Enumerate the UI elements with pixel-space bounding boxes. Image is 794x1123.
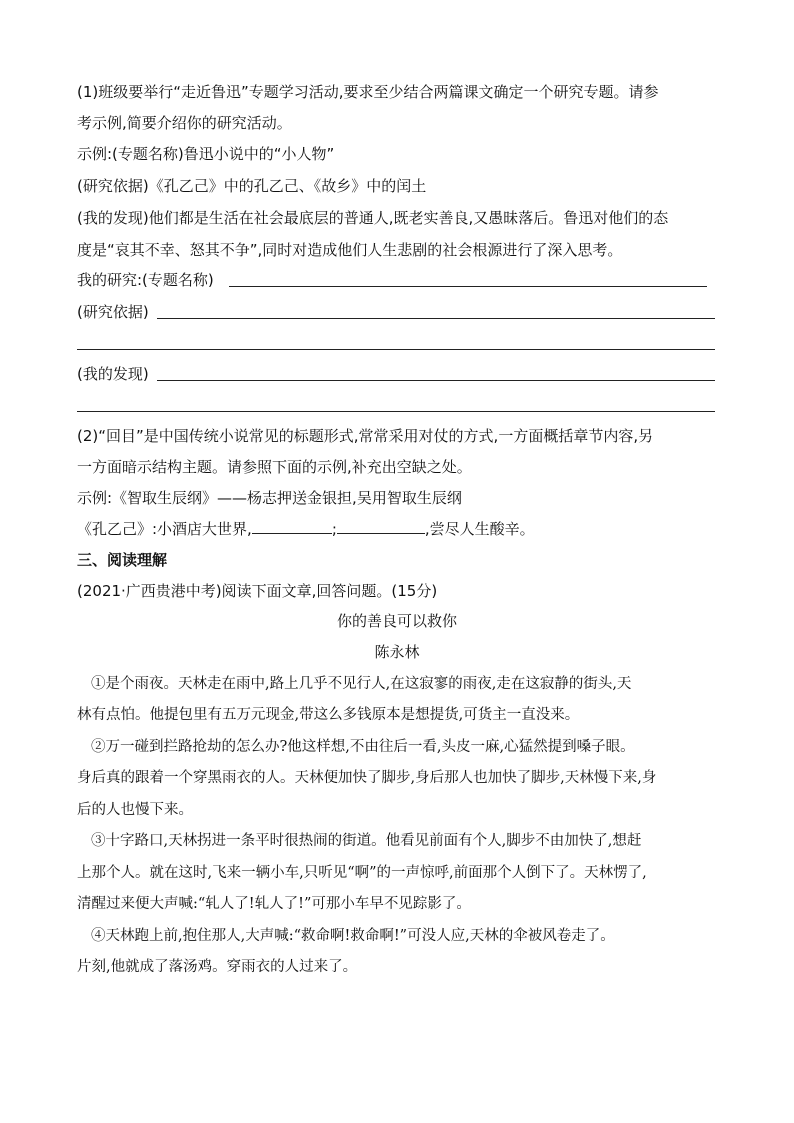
q1-example-basis: (研究依据)《孔乙己》中的孔乙己、《故乡》中的闰土 (77, 177, 427, 195)
q2-fill-separator: ; (331, 520, 337, 538)
q1-my-topic-label: 我的研究:(专题名称) (77, 271, 214, 289)
q1-example-finding-line1: (我的发现)他们都是生活在社会最底层的普通人,既老实善良,又愚昧落后。鲁迅对他们的态 (77, 209, 669, 227)
q2-example: 示例:《智取生辰纲》——杨志押送金银担,吴用智取生辰纲 (77, 489, 462, 507)
article-line: 身后真的跟着一个穿黑雨衣的人。天林便加快了脚步,身后那人也加快了脚步,天林慢下来,身 (77, 770, 657, 786)
q1-example-finding-line2: 度是“哀其不幸、怒其不争”,同时对造成他们人生悲剧的社会根源进行了深入思考。 (77, 241, 623, 259)
article-line: 上那个人。就在这时,飞来一辆小车,只听见“啊”的一声惊呼,前面那个人倒下了。天林愣了, (77, 865, 647, 881)
q1-example-topic: 示例:(专题名称)鲁迅小说中的“小人物” (77, 145, 335, 163)
q2-prompt-line2: 一方面暗示结构主题。请参照下面的示例,补充出空缺之处。 (77, 458, 472, 476)
article-line: ①是个雨夜。天林走在雨中,路上几乎不见行人,在这寂寥的雨夜,走在这寂静的街头,天 (91, 676, 632, 692)
q1-prompt-line1: (1)班级要举行“走近鲁迅”专题学习活动,要求至少结合两篇课文确定一个研究专题。请参 (77, 83, 659, 101)
q2-fill-suffix: ,尝尽人生酸辛。 (424, 520, 535, 538)
article-line: 清醒过来便大声喊:“轧人了!轧人了!”可那小车早不见踪影了。 (77, 896, 471, 912)
q1-my-topic-answer-line[interactable] (229, 286, 707, 287)
q1-prompt-line2: 考示例,简要介绍你的研究活动。 (77, 114, 292, 132)
article-line: 林有点怕。他提包里有五万元现金,带这么多钱原本是想提货,可货主一直没来。 (77, 707, 580, 723)
article-line: 片刻,他就成了落汤鸡。穿雨衣的人过来了。 (77, 959, 358, 975)
article-line: ②万一碰到拦路抢劫的怎么办?他这样想,不由往后一看,头皮一麻,心猛然提到嗓子眼。 (91, 739, 635, 755)
article-line: ③十字路口,天林拐进一条平时很热闹的街道。他看见前面有个人,脚步不由加快了,想赶 (91, 833, 642, 849)
q2-blank-2[interactable] (337, 519, 425, 534)
article-line: ④天林跑上前,抱住那人,大声喊:“救命啊!救命啊!”可没人应,天林的伞被风卷走了。 (91, 928, 615, 944)
q1-my-basis-label: (研究依据) (77, 303, 149, 321)
q2-fill-prefix: 《孔乙己》:小酒店大世界, (77, 520, 252, 538)
q2-fill-line (77, 519, 535, 539)
article-line: 后的人也慢下来。 (77, 802, 193, 818)
q1-my-basis-answer-line[interactable] (157, 318, 715, 319)
q1-my-finding-label: (我的发现) (77, 365, 149, 383)
article-author: 陈永林 (374, 643, 420, 661)
q1-my-finding-answer-line2[interactable] (77, 411, 715, 412)
q2-prompt-line1: (2)“回目”是中国传统小说常见的标题形式,常常采用对仗的方式,一方面概括章节内容,另 (77, 427, 654, 445)
section-source: (2021·广西贵港中考)阅读下面文章,回答问题。(15分) (77, 582, 438, 600)
article-title: 你的善良可以救你 (336, 612, 457, 630)
q1-my-finding-answer-line[interactable] (157, 380, 715, 381)
q2-blank-1[interactable] (252, 519, 332, 534)
section-heading: 三、阅读理解 (77, 551, 168, 569)
q1-my-basis-answer-line2[interactable] (77, 349, 715, 350)
